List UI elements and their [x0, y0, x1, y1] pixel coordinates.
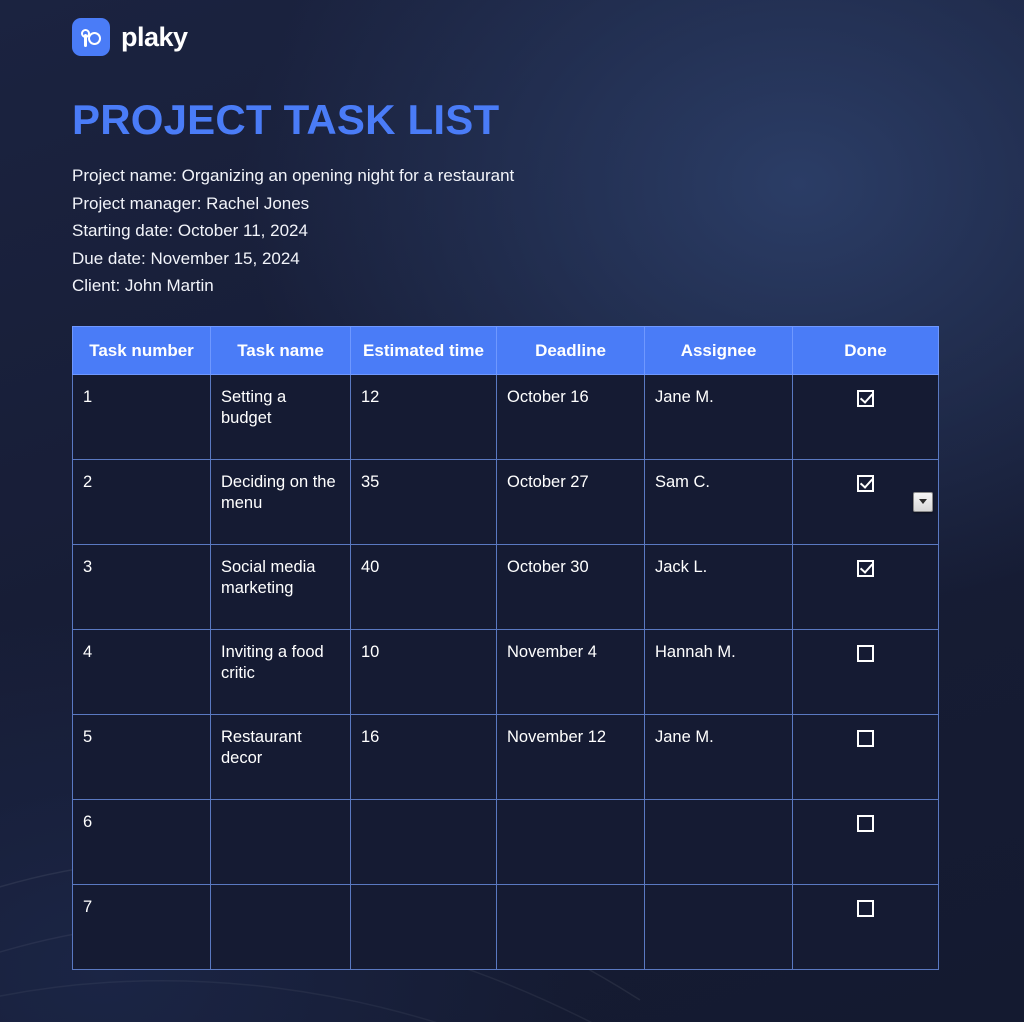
cell-task-name[interactable]: Restaurant decor: [211, 714, 351, 799]
cell-estimated-time[interactable]: 10: [351, 629, 497, 714]
column-header-done: Done: [793, 326, 939, 374]
task-table: [72, 326, 939, 970]
done-checkbox[interactable]: [857, 730, 874, 747]
cell-task-number[interactable]: 2: [73, 459, 211, 544]
done-checkbox[interactable]: [857, 815, 874, 832]
table-row: [73, 374, 939, 459]
cell-task-number[interactable]: 6: [73, 799, 211, 884]
cell-task-name[interactable]: Deciding on the menu: [211, 459, 351, 544]
cell-task-number[interactable]: 4: [73, 629, 211, 714]
cell-done[interactable]: [793, 799, 939, 884]
cell-deadline[interactable]: November 12: [497, 714, 645, 799]
cell-estimated-time[interactable]: 40: [351, 544, 497, 629]
cell-done[interactable]: [793, 629, 939, 714]
table-row: [73, 629, 939, 714]
cell-task-name[interactable]: Social media marketing: [211, 544, 351, 629]
meta-project-manager: Project manager: Rachel Jones: [72, 193, 310, 213]
cell-estimated-time[interactable]: [351, 799, 497, 884]
cell-estimated-time[interactable]: 35: [351, 459, 497, 544]
done-checkbox[interactable]: [857, 900, 874, 917]
cell-task-name[interactable]: Setting a budget: [211, 374, 351, 459]
brand-logo: [72, 14, 952, 60]
table-row: [73, 544, 939, 629]
done-checkbox[interactable]: [857, 475, 874, 492]
plaky-logo-icon: [72, 18, 110, 56]
meta-due-date: Due date: November 15, 2024: [72, 248, 300, 268]
cell-assignee[interactable]: Jack L.: [645, 544, 793, 629]
project-meta: [72, 162, 952, 300]
column-header-assignee: Assignee: [645, 326, 793, 374]
cell-task-name[interactable]: Inviting a food critic: [211, 629, 351, 714]
done-checkbox[interactable]: [857, 645, 874, 662]
cell-deadline[interactable]: October 30: [497, 544, 645, 629]
cell-task-name[interactable]: [211, 799, 351, 884]
cell-estimated-time[interactable]: 16: [351, 714, 497, 799]
brand-name: plaky: [121, 21, 188, 52]
table-header-row: [73, 326, 939, 374]
task-table-wrapper: [72, 326, 952, 970]
cell-task-number[interactable]: 3: [73, 544, 211, 629]
cell-assignee[interactable]: Sam C.: [645, 459, 793, 544]
cell-task-number[interactable]: 7: [73, 884, 211, 969]
cell-done[interactable]: [793, 544, 939, 629]
cell-estimated-time[interactable]: 12: [351, 374, 497, 459]
cell-assignee[interactable]: Jane M.: [645, 374, 793, 459]
cell-deadline[interactable]: [497, 799, 645, 884]
cell-deadline[interactable]: October 27: [497, 459, 645, 544]
meta-starting-date: Starting date: October 11, 2024: [72, 221, 308, 241]
cell-done[interactable]: [793, 374, 939, 459]
cell-task-name[interactable]: [211, 884, 351, 969]
meta-project-name: Project name: Organizing an opening night for a restaurant: [72, 166, 515, 186]
table-row: [73, 459, 939, 544]
cell-deadline[interactable]: [497, 884, 645, 969]
column-header-deadline: Deadline: [497, 326, 645, 374]
cell-assignee[interactable]: Jane M.: [645, 714, 793, 799]
cell-done[interactable]: [793, 884, 939, 969]
table-row: [73, 714, 939, 799]
cell-done[interactable]: [793, 714, 939, 799]
cell-task-number[interactable]: 1: [73, 374, 211, 459]
column-header-task-number: Task number: [73, 326, 211, 374]
page-title: PROJECT TASK LIST: [72, 96, 500, 143]
column-header-estimated-time: Estimated time: [351, 326, 497, 374]
cell-deadline[interactable]: October 16: [497, 374, 645, 459]
meta-client: Client: John Martin: [72, 276, 214, 296]
done-checkbox[interactable]: [857, 390, 874, 407]
cell-estimated-time[interactable]: [351, 884, 497, 969]
cell-deadline[interactable]: November 4: [497, 629, 645, 714]
cell-assignee[interactable]: Hannah M.: [645, 629, 793, 714]
cell-assignee[interactable]: [645, 884, 793, 969]
cell-task-number[interactable]: 5: [73, 714, 211, 799]
column-header-task-name: Task name: [211, 326, 351, 374]
cell-assignee[interactable]: [645, 799, 793, 884]
done-checkbox[interactable]: [857, 560, 874, 577]
chevron-down-icon[interactable]: [913, 492, 933, 512]
table-row: [73, 799, 939, 884]
table-row: [73, 884, 939, 969]
